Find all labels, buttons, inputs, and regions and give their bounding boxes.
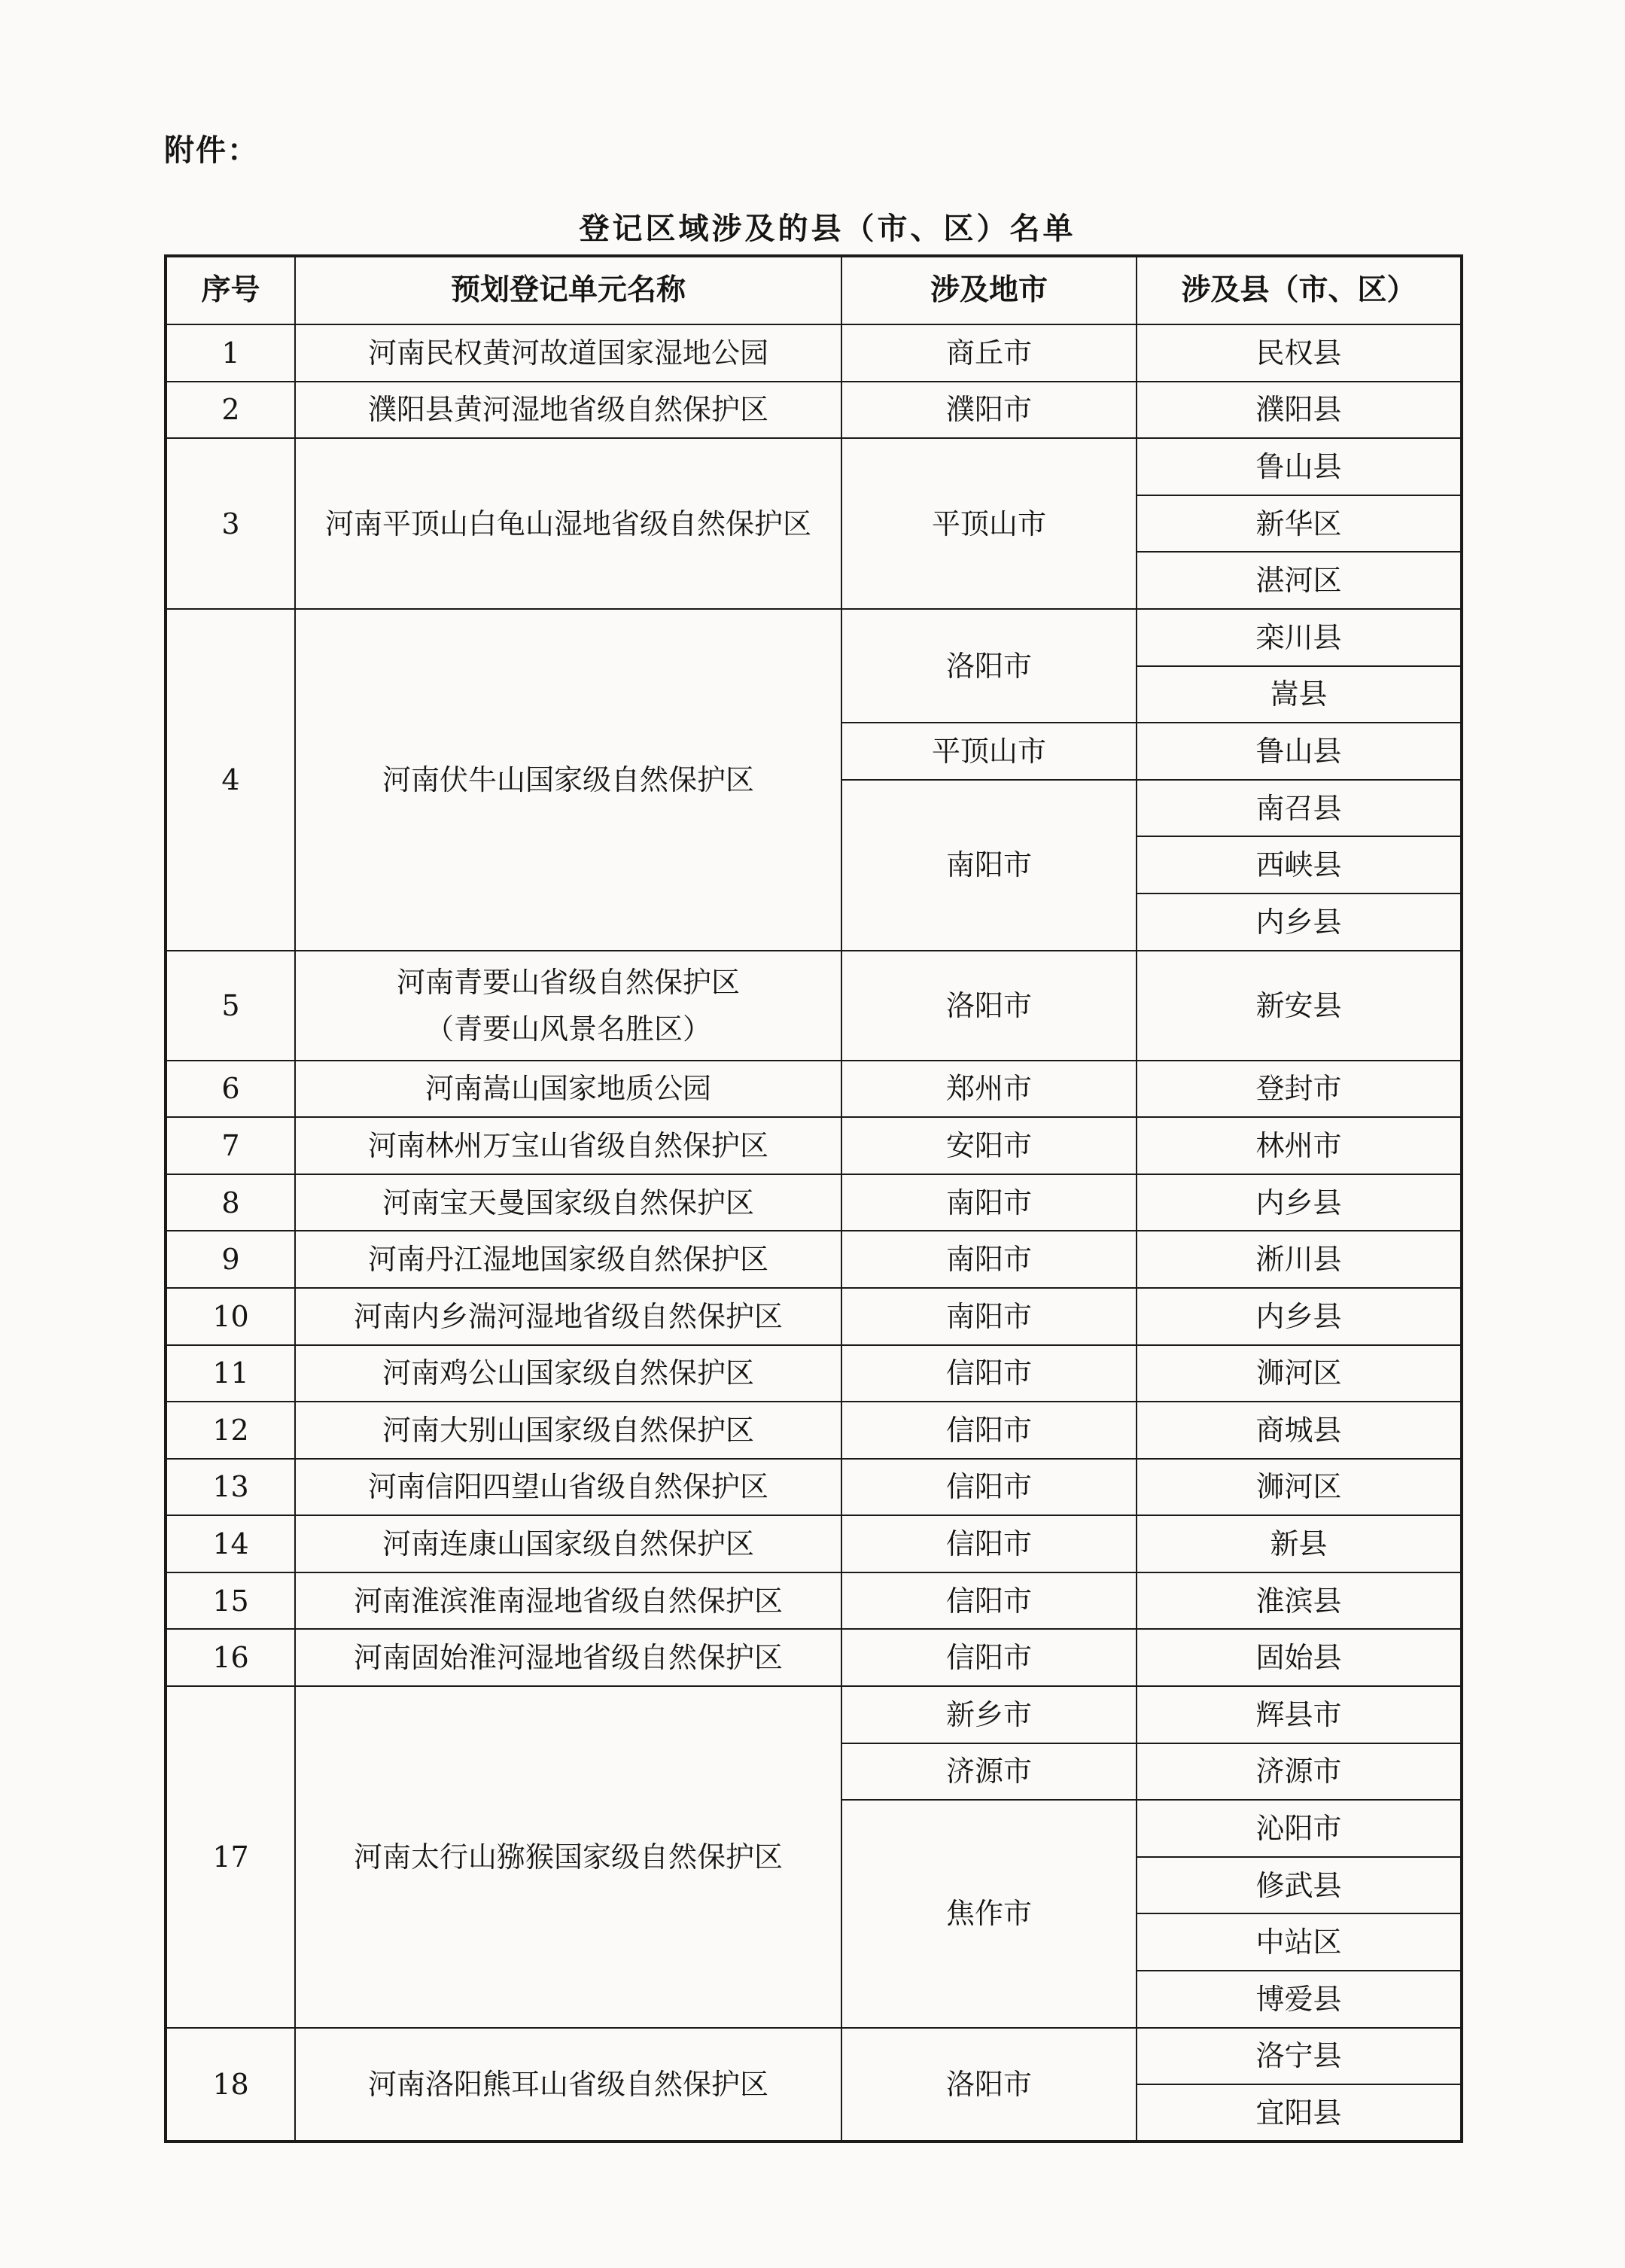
unit-name: 河南宝天曼国家级自然保护区 xyxy=(295,1174,841,1231)
county-cell: 南召县 xyxy=(1137,780,1462,837)
city-cell: 信阳市 xyxy=(841,1402,1137,1459)
unit-name: 河南大别山国家级自然保护区 xyxy=(295,1402,841,1459)
table-row xyxy=(166,1288,1462,1345)
table-row xyxy=(166,1572,1462,1630)
city-cell: 焦作市 xyxy=(841,1800,1137,2027)
city-cell: 信阳市 xyxy=(841,1515,1137,1572)
header-unit-name: 预划登记单元名称 xyxy=(295,256,841,324)
table-row xyxy=(166,951,1462,1061)
county-cell: 濮阳县 xyxy=(1137,382,1462,439)
city-cell: 信阳市 xyxy=(841,1345,1137,1402)
unit-name: 河南太行山猕猴国家级自然保护区 xyxy=(295,1686,841,2028)
county-cell: 浉河区 xyxy=(1137,1459,1462,1516)
city-cell: 平顶山市 xyxy=(841,438,1137,609)
city-cell: 濮阳市 xyxy=(841,382,1137,439)
county-cell: 商城县 xyxy=(1137,1402,1462,1459)
row-no: 16 xyxy=(166,1629,295,1686)
unit-name: 河南平顶山白龟山湿地省级自然保护区 xyxy=(295,438,841,609)
header-county: 涉及县（市、区） xyxy=(1137,256,1462,324)
county-cell: 济源市 xyxy=(1137,1743,1462,1801)
row-no: 7 xyxy=(166,1117,295,1174)
unit-name: 河南淮滨淮南湿地省级自然保护区 xyxy=(295,1572,841,1630)
county-cell: 鲁山县 xyxy=(1137,438,1462,495)
city-cell: 信阳市 xyxy=(841,1629,1137,1686)
unit-name: 河南伏牛山国家级自然保护区 xyxy=(295,609,841,951)
row-no: 18 xyxy=(166,2028,295,2142)
county-cell: 内乡县 xyxy=(1137,894,1462,951)
city-cell: 南阳市 xyxy=(841,1288,1137,1345)
county-cell: 栾川县 xyxy=(1137,609,1462,666)
row-no: 4 xyxy=(166,609,295,951)
table-row xyxy=(166,1459,1462,1516)
row-no: 6 xyxy=(166,1061,295,1118)
table-row xyxy=(166,1117,1462,1174)
header-city: 涉及地市 xyxy=(841,256,1137,324)
unit-name: 河南连康山国家级自然保护区 xyxy=(295,1515,841,1572)
city-cell: 平顶山市 xyxy=(841,723,1137,780)
county-cell: 辉县市 xyxy=(1137,1686,1462,1743)
county-cell: 沁阳市 xyxy=(1137,1800,1462,1857)
registration-table xyxy=(164,254,1463,2143)
city-cell: 南阳市 xyxy=(841,780,1137,951)
attachment-label: 附件： xyxy=(164,133,259,168)
document-title: 登记区域涉及的县（市、区）名单 xyxy=(579,212,1076,246)
county-cell: 民权县 xyxy=(1137,324,1462,382)
table-row xyxy=(166,1061,1462,1118)
row-no: 1 xyxy=(166,324,295,382)
table-row xyxy=(166,1629,1462,1686)
row-no: 14 xyxy=(166,1515,295,1572)
unit-name: 河南丹江湿地国家级自然保护区 xyxy=(295,1231,841,1288)
row-no: 15 xyxy=(166,1572,295,1630)
unit-name: 河南民权黄河故道国家湿地公园 xyxy=(295,324,841,382)
county-cell: 博爱县 xyxy=(1137,1971,1462,2028)
county-cell: 淮滨县 xyxy=(1137,1572,1462,1630)
city-cell: 洛阳市 xyxy=(841,609,1137,723)
unit-name: 河南固始淮河湿地省级自然保护区 xyxy=(295,1629,841,1686)
unit-name: 河南林州万宝山省级自然保护区 xyxy=(295,1117,841,1174)
county-cell: 登封市 xyxy=(1137,1061,1462,1118)
county-cell: 嵩县 xyxy=(1137,666,1462,723)
county-cell: 浉河区 xyxy=(1137,1345,1462,1402)
county-cell: 新华区 xyxy=(1137,495,1462,553)
city-cell: 郑州市 xyxy=(841,1061,1137,1118)
city-cell: 信阳市 xyxy=(841,1572,1137,1630)
county-cell: 宜阳县 xyxy=(1137,2084,1462,2142)
city-cell: 安阳市 xyxy=(841,1117,1137,1174)
county-cell: 西峡县 xyxy=(1137,836,1462,894)
row-no: 11 xyxy=(166,1345,295,1402)
county-cell: 内乡县 xyxy=(1137,1288,1462,1345)
row-no: 9 xyxy=(166,1231,295,1288)
city-cell: 信阳市 xyxy=(841,1459,1137,1516)
county-cell: 林州市 xyxy=(1137,1117,1462,1174)
table-row xyxy=(166,382,1462,439)
table-row xyxy=(166,1515,1462,1572)
county-cell: 修武县 xyxy=(1137,1857,1462,1914)
table-header-row xyxy=(166,256,1462,324)
city-cell: 济源市 xyxy=(841,1743,1137,1801)
city-cell: 洛阳市 xyxy=(841,2028,1137,2142)
unit-name xyxy=(295,951,841,1061)
row-no: 5 xyxy=(166,951,295,1061)
unit-name: 濮阳县黄河湿地省级自然保护区 xyxy=(295,382,841,439)
county-cell: 中站区 xyxy=(1137,1913,1462,1971)
table-row xyxy=(166,1402,1462,1459)
city-cell: 新乡市 xyxy=(841,1686,1137,1743)
county-cell: 固始县 xyxy=(1137,1629,1462,1686)
county-cell: 新安县 xyxy=(1137,951,1462,1061)
city-cell: 南阳市 xyxy=(841,1231,1137,1288)
header-no: 序号 xyxy=(166,256,295,324)
county-cell: 湛河区 xyxy=(1137,552,1462,609)
county-cell: 新县 xyxy=(1137,1515,1462,1572)
table-row xyxy=(166,2028,1462,2085)
unit-name: 河南洛阳熊耳山省级自然保护区 xyxy=(295,2028,841,2142)
county-cell: 内乡县 xyxy=(1137,1174,1462,1231)
row-no: 3 xyxy=(166,438,295,609)
unit-name-note: （青要山风景名胜区） xyxy=(425,1012,711,1046)
row-no: 8 xyxy=(166,1174,295,1231)
row-no: 12 xyxy=(166,1402,295,1459)
table-row xyxy=(166,1345,1462,1402)
unit-name: 河南内乡湍河湿地省级自然保护区 xyxy=(295,1288,841,1345)
table-row xyxy=(166,1231,1462,1288)
city-cell: 南阳市 xyxy=(841,1174,1137,1231)
unit-name: 河南嵩山国家地质公园 xyxy=(295,1061,841,1118)
row-no: 2 xyxy=(166,382,295,439)
city-cell: 洛阳市 xyxy=(841,951,1137,1061)
table-row xyxy=(166,438,1462,495)
county-cell: 鲁山县 xyxy=(1137,723,1462,780)
county-cell: 淅川县 xyxy=(1137,1231,1462,1288)
table-row xyxy=(166,1174,1462,1231)
table-row xyxy=(166,609,1462,666)
unit-name-main: 河南青要山省级自然保护区 xyxy=(396,965,740,999)
county-cell: 洛宁县 xyxy=(1137,2028,1462,2085)
table-row xyxy=(166,1686,1462,1743)
row-no: 10 xyxy=(166,1288,295,1345)
city-cell: 商丘市 xyxy=(841,324,1137,382)
row-no: 17 xyxy=(166,1686,295,2028)
table-row xyxy=(166,324,1462,382)
unit-name: 河南鸡公山国家级自然保护区 xyxy=(295,1345,841,1402)
unit-name: 河南信阳四望山省级自然保护区 xyxy=(295,1459,841,1516)
row-no: 13 xyxy=(166,1459,295,1516)
